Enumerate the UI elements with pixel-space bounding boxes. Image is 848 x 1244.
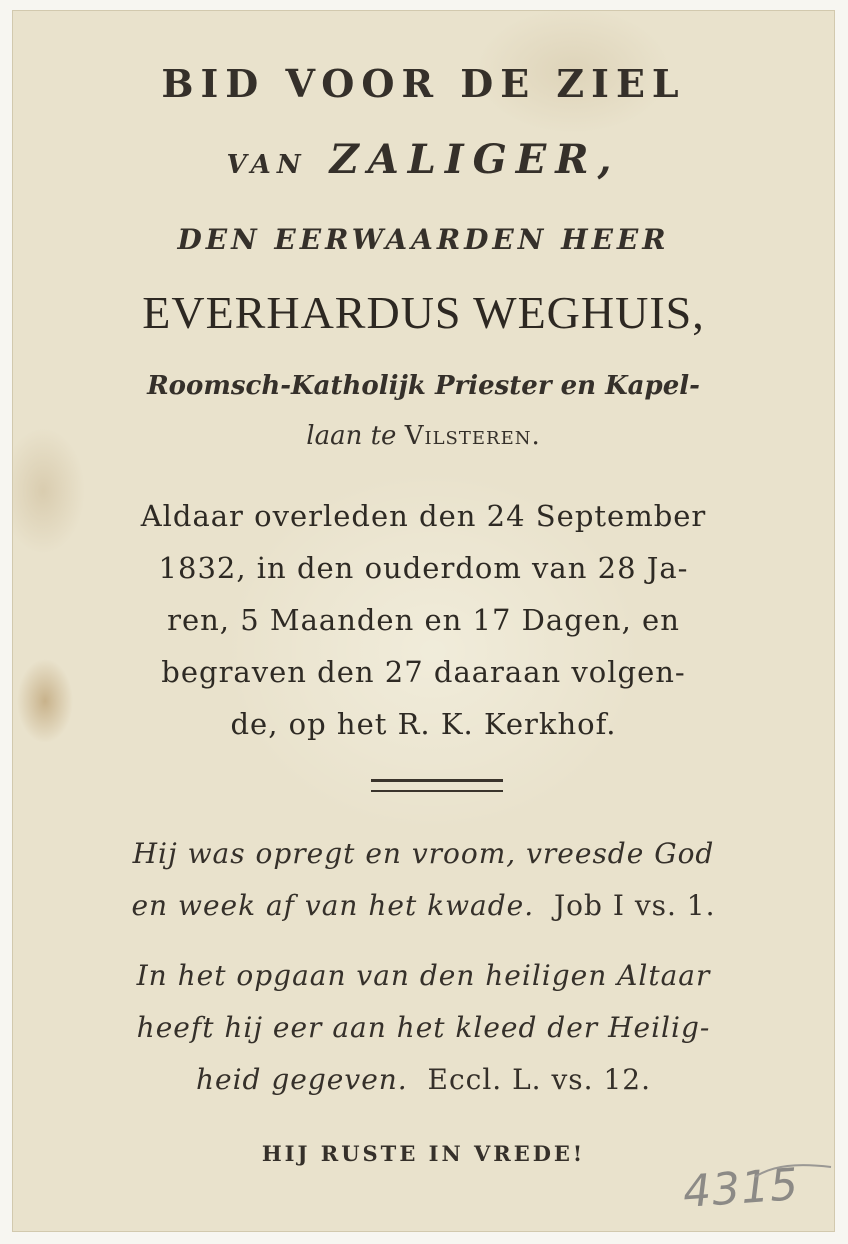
quote-1-line-1: Hij was opregt en vroom, vreesde God [132, 837, 715, 870]
quote-1-reference: Job I vs. 1. [553, 889, 716, 922]
death-line-5: de, op het R. K. Kerkhof. [230, 707, 617, 741]
quote-2-line-1: In het opgaan van den heiligen Altaar [136, 959, 711, 992]
death-line-1: Aldaar overleden den 24 September [140, 499, 707, 533]
heading-van: VAN [226, 150, 307, 180]
heading-zaliger: ZALIGER, [329, 136, 621, 183]
quote-2-line-3 [13, 1063, 834, 1096]
heading-van-zaliger [13, 136, 834, 183]
prayer-card [12, 10, 835, 1232]
death-line-4: begraven den 27 daaraan volgen- [161, 655, 686, 689]
heading-den-eerwaarden-heer: DEN EERWAARDEN HEER [177, 223, 670, 256]
quote-1-text: en week af van het kwade. [131, 889, 535, 922]
death-line-3: ren, 5 Maanden en 17 Dagen, en [167, 603, 680, 637]
handwritten-catalog-number: 4315 [681, 1159, 801, 1218]
quote-2-line-2: heeft hij eer aan het kleed der Heilig- [136, 1011, 711, 1044]
quote-2-text: heid gegeven. [196, 1063, 408, 1096]
pencil-flourish [753, 1161, 833, 1181]
quote-2-reference: Eccl. L. vs. 12. [427, 1063, 651, 1096]
place-name: Vilsteren. [404, 421, 541, 451]
role-line-2-prefix: laan te [306, 421, 397, 451]
role-line-2 [13, 421, 834, 451]
death-line-2: 1832, in den ouderdom van 28 Ja- [158, 551, 689, 585]
closing-line: HIJ RUSTE IN VREDE! [261, 1141, 586, 1166]
double-rule-divider [371, 779, 503, 792]
quote-1-line-2 [13, 889, 834, 922]
role-line-1: Roomsch-Katholijk Priester en Kapel- [147, 371, 700, 401]
heading-bid-voor-de-ziel: BID VOOR DE ZIEL [161, 61, 686, 106]
deceased-name: EVERHARDUS WEGHUIS, [142, 287, 705, 338]
